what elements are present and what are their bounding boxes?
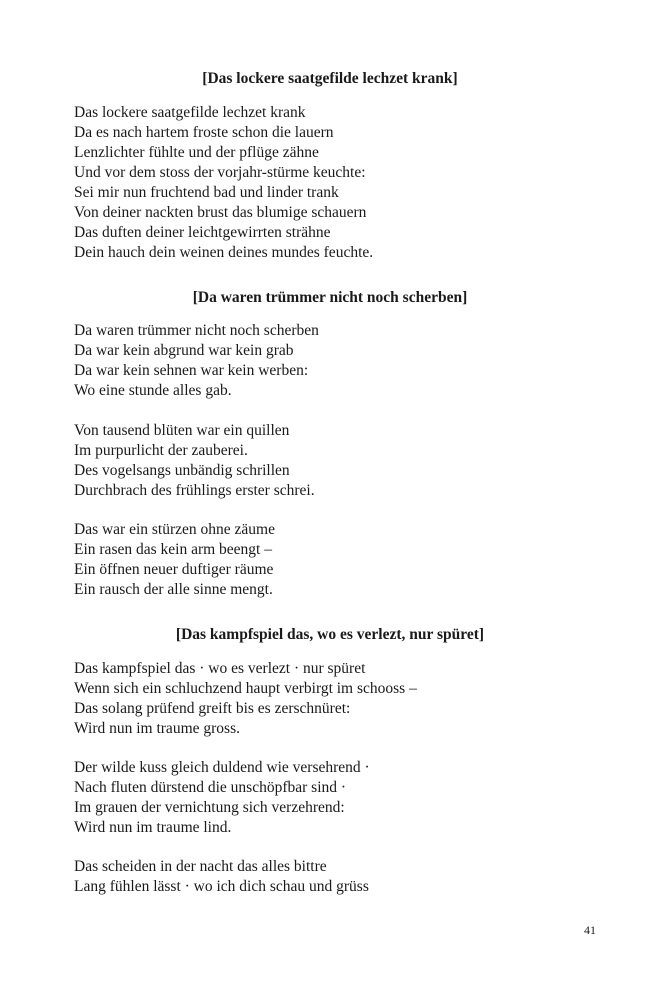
verse-line: Das scheiden in der nacht das alles bittre (74, 858, 327, 875)
page-number: 41 (584, 923, 596, 937)
verse-line: Ein öffnen neuer duftiger räume (74, 561, 274, 578)
verse-line: Durchbrach des frühlings erster schrei. (74, 482, 315, 499)
verse-line: Lang fühlen lässt · wo ich dich schau und grüss (74, 878, 369, 895)
verse-line: Von deiner nackten brust das blumige schauern (74, 204, 367, 221)
verse-line: Das solang prüfend greift bis es zerschnüret: (74, 700, 351, 717)
verse-line: Da war kein sehnen war kein werben: (74, 362, 309, 379)
poem-2-title: [Da waren trümmer nicht noch scherben] (192, 289, 468, 306)
poem-1-stanza-1 (74, 103, 614, 263)
verse-line: Wird nun im traume lind. (74, 819, 232, 836)
verse-line: Dein hauch dein weinen deines mundes feuchte. (74, 244, 374, 261)
poem-2-stanza-3 (74, 520, 614, 600)
verse-line: Im purpurlicht der zauberei. (74, 442, 248, 459)
verse-line: Da es nach hartem froste schon die lauern (74, 124, 334, 141)
verse-line: Wenn sich ein schluchzend haupt verbirgt im schooss – (74, 680, 417, 697)
verse-line: Lenzlichter fühlte und der pflüge zähne (74, 144, 319, 161)
poem-3-stanza-3 (74, 857, 614, 897)
verse-line: Das war ein stürzen ohne zäume (74, 521, 275, 538)
verse-line: Ein rasen das kein arm beengt – (74, 541, 272, 558)
verse-line: Das kampfspiel das · wo es verlezt · nur spüret (74, 660, 366, 677)
verse-line: Ein rausch der alle sinne mengt. (74, 581, 273, 598)
poem-2-stanza-1 (74, 321, 614, 401)
verse-line: Das lockere saatgefilde lechzet krank (74, 104, 306, 121)
verse-line: Wo eine stunde alles gab. (74, 382, 232, 399)
poem-2-stanza-2 (74, 421, 614, 501)
verse-line: Der wilde kuss gleich duldend wie versehrend · (74, 759, 370, 776)
poem-3-stanza-2 (74, 758, 614, 838)
verse-line: Da waren trümmer nicht noch scherben (74, 322, 319, 339)
verse-line: Sei mir nun fruchtend bad und linder trank (74, 184, 339, 201)
verse-line: Im grauen der vernichtung sich verzehrend: (74, 799, 345, 816)
verse-line: Da war kein abgrund war kein grab (74, 342, 294, 359)
verse-line: Und vor dem stoss der vorjahr-stürme keuchte: (74, 164, 366, 181)
poem-3-title: [Das kampfspiel das, wo es verlezt, nur spüret] (175, 626, 485, 643)
poem-1-title: [Das lockere saatgefilde lechzet krank] (202, 70, 458, 87)
verse-line: Das duften deiner leichtgewirrten strähne (74, 224, 331, 241)
verse-line: Wird nun im traume gross. (74, 720, 240, 737)
poem-3-stanza-1 (74, 659, 614, 739)
verse-line: Des vogelsangs unbändig schrillen (74, 462, 290, 479)
verse-line: Von tausend blüten war ein quillen (74, 422, 290, 439)
verse-line: Nach fluten dürstend die unschöpfbar sind · (74, 779, 347, 796)
